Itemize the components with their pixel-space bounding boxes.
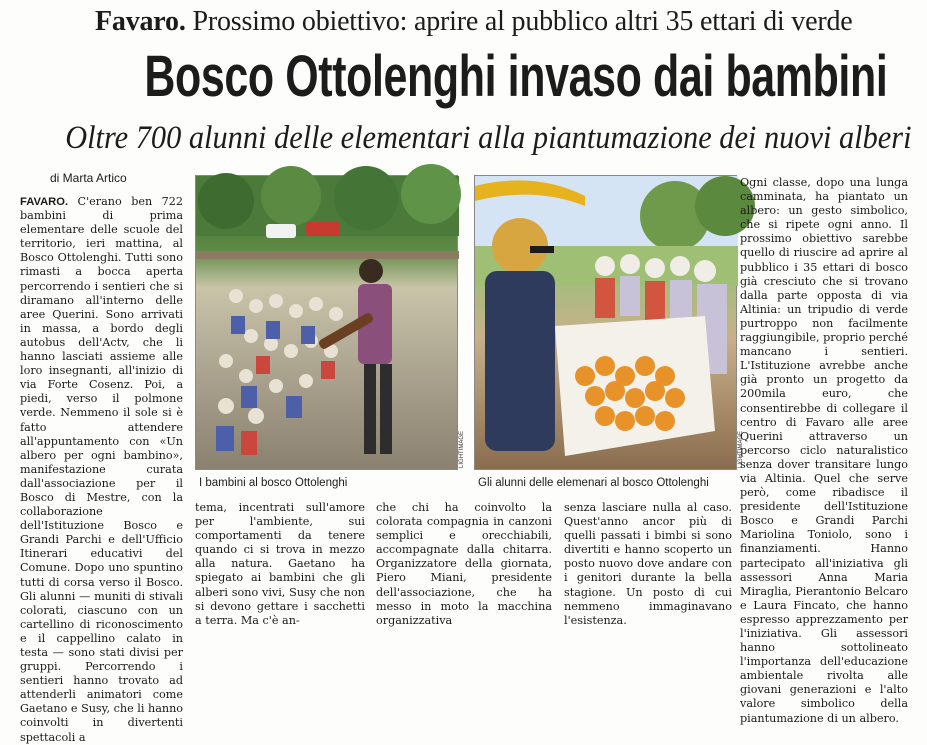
photo-children-in-woods: [195, 175, 458, 470]
photo-children-with-fruit: [474, 175, 737, 470]
column1-text: C'erano ben 722 bambini di prima elementare delle scuole del territorio, ieri mattina, al Bosco Ottolenghi. Tutti sono rimasti a bocca aperta percorrendo i sentieri che si diramano all'interno delle aree Querini. Sono arrivati in massa, a bordo degli autobus dell'Actv, che li hanno lasciati assieme alle loro insegnanti, all'inizio di via Forte Cosenz. Poi, a piedi, verso il polmone verde. Nemmeno il sole si è fatto attendere all'appuntamento con «Un albero per ogni bambino», manifestazione curata dall'associazione per il Bosco di Mestre, con la collaborazione dell'Istituzione Bosco e Grandi Parchi e dell'Ufficio Itinerari educativi del Comune. Dopo uno spuntino tutti di corsa verso il Bosco. Gli alunni — muniti di stivali colorati, ciascuno con un cartellino di riconoscimento e il cappellino calato in testa — sono stati divisi per gruppi. Percorrendo i sentieri hanno trovato ad attenderli animatori come Gaetano e Susy, che li hanno coinvolti in divertenti spettacoli a: [20, 195, 184, 744]
byline: di Marta Artico: [50, 171, 127, 185]
photo-1-illustration: [196, 176, 459, 471]
headline: Bosco Ottolenghi invaso dai bambini: [144, 44, 888, 109]
kicker-text: Prossimo obiettivo: aprire al pubblico altri 35 ettari di verde: [192, 6, 853, 37]
photo-2-illustration: [475, 176, 738, 471]
article-column-4: senza lasciare nulla al caso. Quest'anno ancor più di quelli passati i bimbi si sono divertiti e hanno scoperto un posto nuovo dove andare con i genitori durante la bella stagione. Un posto di cui nemmeno immaginavano l'esistenza.: [564, 501, 732, 627]
photo-1-credit: LIGHTIMAGE: [459, 430, 465, 468]
photo-1-caption: I bambini al bosco Ottolenghi: [199, 477, 348, 489]
photo-2-credit: LIGHTIMAGE: [738, 430, 744, 468]
kicker-place: Favaro.: [95, 6, 186, 37]
kicker: [95, 6, 895, 38]
photo-2-caption: Gli alunni delle elemenari al bosco Ottolenghi: [478, 477, 709, 489]
article-column-2: tema, incentrati sull'amore per l'ambiente, sui comportamenti da tenere quando ci si trova in mezzo alla natura. Gaetano ha spiegato ai bambini che gli alberi sono vivi, Susy che non si devono gettare i sacchetti a terra. Ma c'è an-: [195, 501, 365, 627]
article-column-5: Ogni classe, dopo una lunga camminata, ha piantato un albero: un gesto simbolico, che si ripete ogni anno. Il prossimo obiettivo sarebbe quello di riuscire ad aprire al pubblico i 35 ettari di bosco già cresciuto che si trovano dalla parte opposta di via Altinia: un tripudio di verde purtroppo non facilmente raggiungibile, proprio perché mancano i sentieri. L'Istituzione avrebbe anche già pronto un progetto da 200mila euro, che consentirebbe di collegare il centro di Favaro alle aree Querini attraverso un percorso ciclo naturalistico senza dover transitare lungo via Altinia. Quel che serve però, come ribadisce il presidente dell'Istituzione Bosco e Grandi Parchi Mariolina Toniolo, sono i finanziamenti. Hanno partecipato all'iniziativa gli assessori Anna Maria Miraglia, Pierantonio Belcaro e Laura Fincato, che hanno espresso apprezzamento per l'iniziativa. Gli assessori hanno sottolineato l'importanza dell'educazione ambientale rivolta alle giovani generazioni e l'alto valore simbolico della piantumazione di un albero.: [740, 176, 908, 725]
subheadline: Oltre 700 alunni delle elementari alla piantumazione dei nuovi alberi: [65, 120, 912, 156]
dateline: FAVARO.: [20, 196, 69, 208]
article-column-3: che chi ha coinvolto la coloratа compagnia in canzoni semplici e orecchiabili, accompagnate dalla chitarra. Organizzatore della giornata, Piero Miani, presidente dell'associazione, che ha messo in moto la macchina organizzativa: [376, 501, 552, 627]
article-column-1: [20, 195, 184, 744]
